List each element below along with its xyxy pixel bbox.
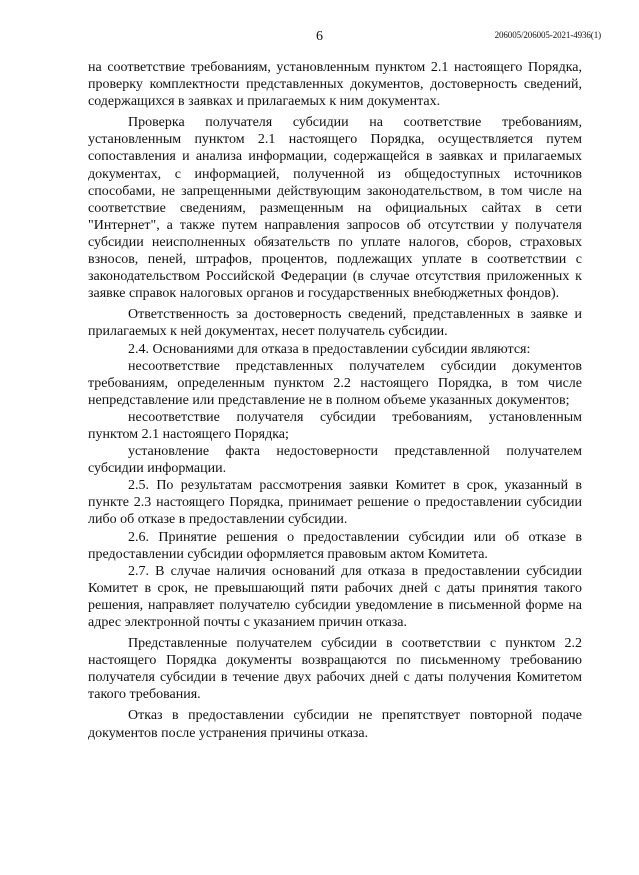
paragraph-2-4: 2.4. Основаниями для отказа в предоставлении субсидии являются: — [128, 341, 531, 357]
paragraph-document-return: Представленные получателем субсидии в соответствии с пунктом 2.2 настоящего Порядка документы возвращаются по письменному требованию получателя субсидии в течение двух рабочих дней с даты получения Комитетом такого требования. — [88, 636, 582, 703]
paragraph-refusal-ground-3: установление факта недостоверности представленной получателем субсидии информации. — [88, 444, 582, 477]
paragraph-verification-method: Проверка получателя субсидии на соответствие требованиям, установленным пунктом 2.1 настоящего Порядка, осуществляется путем сопоставления и анализа информации, содержащейся в заявках и прилагаемых документах, с информацией, полученной из общедоступных источников способами, не запрещенными действующим законодательством, в том числе на соответствие сведениям, размещенным на официальных сайтах в сети "Интернет", а также путем направления запросов об отсутствии у получателя субсидии неисполненных обязательств по уплате налогов, сборов, страховых взносов, пеней, штрафов, процентов, подлежащих уплате в соответствии с законодательством Российской Федерации (в случае отсутствия приложенных к заявке справок налоговых органов и государственных внебюджетных фондов). — [88, 115, 582, 302]
document-body — [88, 59, 582, 742]
paragraph-2-5: 2.5. По результатам рассмотрения заявки Комитет в срок, указанный в пункте 2.3 настоящего Порядка, принимает решение о предоставлении субсидии либо об отказе в предоставлении субсидии. — [88, 478, 582, 528]
paragraph-refusal-ground-2: несоответствие получателя субсидии требованиям, установленным пунктом 2.1 настоящего Порядка; — [88, 409, 582, 442]
paragraph-refusal-ground-1: несоответствие представленных получателем субсидии документов требованиям, определенным пунктом 2.2 настоящего Порядка, в том числе непредставление или представление не в полном объеме указанных документов; — [88, 358, 582, 408]
paragraph-2-7: 2.7. В случае наличия оснований для отказа в предоставлении субсидии Комитет в срок, не превышающий пяти рабочих дней с даты принятия такого решения, направляет получателю субсидии уведомление в письменной форме на адрес электронной почты с указанием причин отказа. — [88, 563, 582, 630]
paragraph-verification-scope: на соответствие требованиям, установленным пунктом 2.1 настоящего Порядка, проверку комплектности представленных документов, достоверность сведений, содержащихся в заявках и прилагаемых к ним документах. — [88, 60, 582, 110]
paragraph-2-6: 2.6. Принятие решения о предоставлении субсидии или об отказе в предоставлении субсидии оформляется правовым актом Комитета. — [88, 529, 582, 562]
document-id: 206005/206005-2021-4936(1) — [494, 30, 601, 40]
page-number: 6 — [316, 29, 323, 44]
paragraph-resubmission: Отказ в предоставлении субсидии не препятствует повторной подаче документов после устранения причины отказа. — [88, 708, 582, 741]
paragraph-responsibility: Ответственность за достоверность сведений, представленных в заявке и прилагаемых к ней документах, несет получатель субсидии. — [88, 307, 582, 340]
